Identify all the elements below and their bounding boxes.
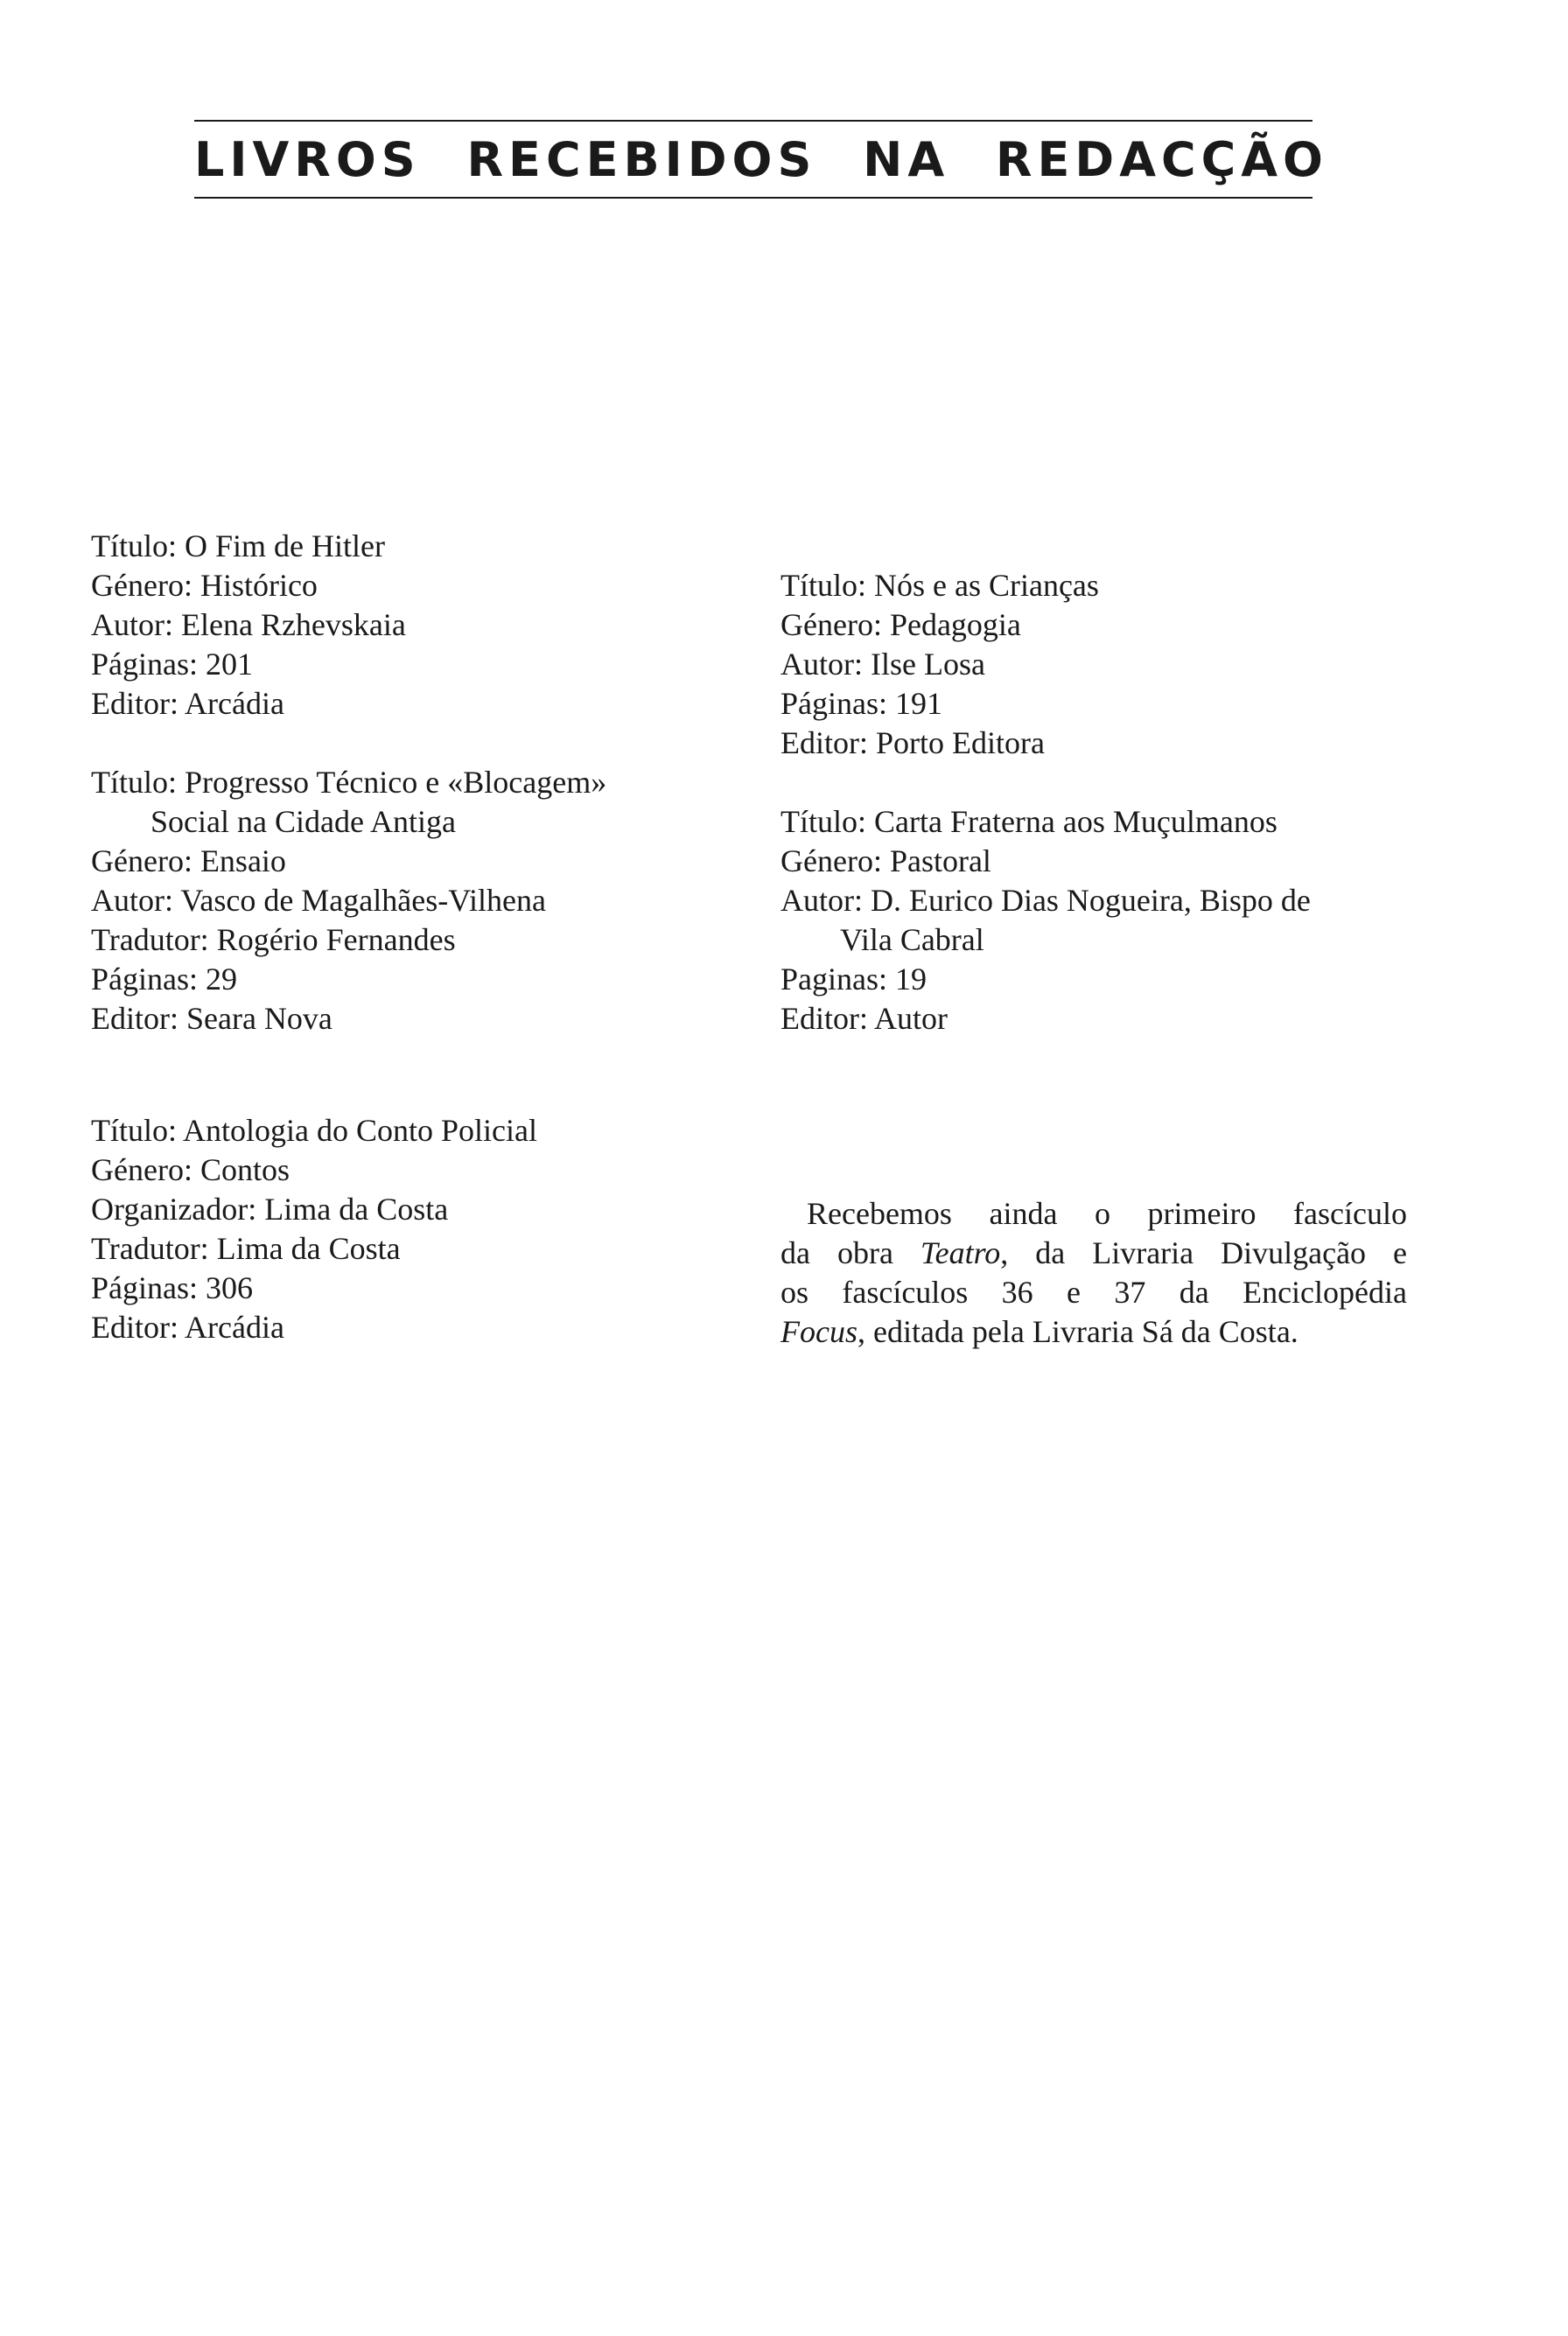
- entry-author-line: Autor: Ilse Losa: [780, 647, 985, 682]
- note-text: , editada pela Livraria Sá da Costa.: [857, 1314, 1298, 1349]
- entry-genre-line: Género: Pastoral: [780, 843, 991, 878]
- page-title: LIVROS RECEBIDOS NA REDACÇÃO: [194, 132, 1328, 187]
- entry-publisher-line: Editor: Seara Nova: [91, 1001, 332, 1036]
- note-line: Recebemos ainda o primeiro fascículo: [807, 1196, 1407, 1231]
- note-italic-title-focus: Focus: [780, 1314, 858, 1349]
- entry-pages-line: Páginas: 29: [91, 962, 237, 997]
- entry-genre-line: Género: Histórico: [91, 568, 318, 603]
- entry-title-line: Título: Carta Fraterna aos Muçulmanos: [780, 804, 1278, 839]
- entry-author-continuation: Vila Cabral: [840, 922, 984, 957]
- entry-pages-line: Páginas: 201: [91, 647, 253, 682]
- note-line: [780, 1234, 1407, 1273]
- entry-genre-line: Género: Ensaio: [91, 843, 286, 878]
- entry-translator-line: Tradutor: Lima da Costa: [91, 1231, 401, 1266]
- received-note-paragraph: [780, 1194, 1407, 1352]
- entry-genre-line: Género: Contos: [91, 1152, 290, 1187]
- entry-publisher-line: Editor: Arcádia: [91, 1310, 284, 1345]
- entry-author-line: Autor: Elena Rzhevskaia: [91, 607, 406, 642]
- note-line: os fascículos 36 e 37 da Enciclopédia: [780, 1275, 1407, 1310]
- entry-author-line: Autor: Vasco de Magalhães-Vilhena: [91, 883, 547, 918]
- book-entry-antologia-conto-policial: [91, 1111, 668, 1347]
- entry-title-line: Título: Antologia do Conto Policial: [91, 1113, 537, 1148]
- page-header: [194, 120, 1328, 200]
- note-italic-title-teatro: Teatro: [920, 1235, 1001, 1270]
- entry-publisher-line: Editor: Arcádia: [91, 686, 284, 721]
- entry-author-line: Autor: D. Eurico Dias Nogueira, Bispo de: [780, 883, 1311, 918]
- entry-publisher-line: Editor: Autor: [780, 1001, 948, 1036]
- note-text: da obra: [780, 1235, 920, 1270]
- entry-title-line: Título: O Fim de Hitler: [91, 528, 385, 563]
- entry-title-line: Título: Progresso Técnico e «Blocagem»: [91, 765, 607, 800]
- entry-title-continuation: Social na Cidade Antiga: [150, 804, 456, 839]
- entry-pages-line: Páginas: 191: [780, 686, 942, 721]
- note-text: , da Livraria Divulgação e: [1000, 1235, 1407, 1270]
- entry-publisher-line: Editor: Porto Editora: [780, 725, 1045, 760]
- header-bottom-rule: [194, 197, 1312, 199]
- header-top-rule: [194, 120, 1312, 122]
- entry-organizer-line: Organizador: Lima da Costa: [91, 1192, 449, 1227]
- book-entry-nos-e-as-criancas: [780, 566, 1410, 763]
- note-line: [780, 1312, 1407, 1352]
- entry-title-line: Título: Nós e as Crianças: [780, 568, 1099, 603]
- book-entry-carta-fraterna: [780, 802, 1410, 1039]
- book-entry-fim-de-hitler: [91, 527, 668, 724]
- entry-pages-line: Paginas: 19: [780, 962, 927, 997]
- entry-pages-line: Páginas: 306: [91, 1270, 253, 1305]
- entry-translator-line: Tradutor: Rogério Fernandes: [91, 922, 456, 957]
- book-entry-progresso-tecnico: [91, 763, 668, 1039]
- entry-genre-line: Género: Pedagogia: [780, 607, 1021, 642]
